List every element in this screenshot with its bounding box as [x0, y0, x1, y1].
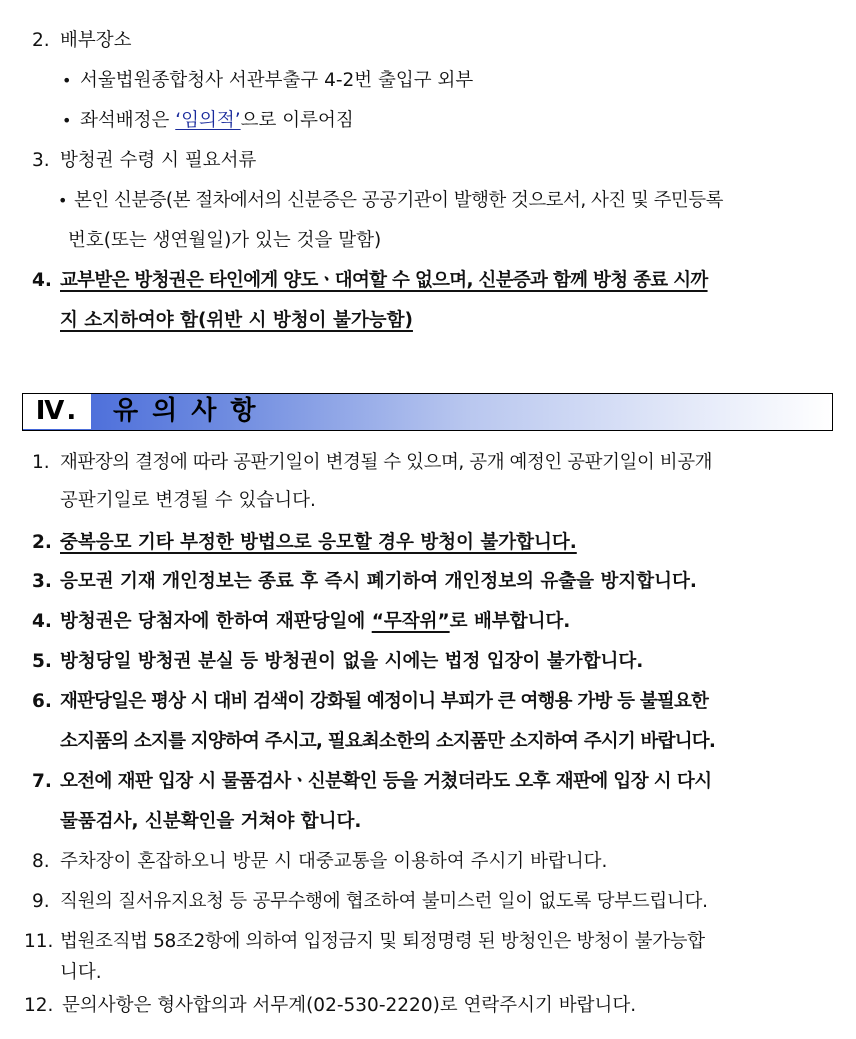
- note-text: 재판장의 결정에 따라 공판기일이 변경될 수 있으며, 공개 예정인 공판기일이 비공개: [60, 452, 713, 473]
- note-number: 1.: [32, 452, 50, 473]
- note-number: 6.: [32, 691, 52, 712]
- item-text: 지 소지하여야 함(위반 시 방청이 불가능함): [60, 310, 413, 331]
- item-number: 2.: [32, 30, 50, 51]
- text-before: 좌석배정은: [80, 110, 176, 131]
- item-number: 3.: [32, 150, 50, 171]
- note-number: 11.: [24, 931, 54, 952]
- note-number: 9.: [32, 891, 50, 912]
- item-text: 방청권 수령 시 필요서류: [60, 150, 257, 171]
- bullet-dot: •: [62, 111, 72, 130]
- note-text: 법원조직법 58조2항에 의하여 입정금지 및 퇴정명령 된 방청인은 방청이 불가능합: [60, 931, 705, 952]
- bullet-dot: •: [62, 71, 72, 90]
- note-text: 물품검사, 신분확인을 거쳐야 합니다.: [60, 811, 362, 832]
- note-text: [60, 609, 570, 635]
- note-text: 재판당일은 평상 시 대비 검색이 강화될 예정이니 부피가 큰 여행용 가방 등 불필요한: [60, 691, 709, 712]
- section-title: 유의사항: [113, 396, 270, 426]
- note-text: 중복응모 기타 부정한 방법으로 응모할 경우 방청이 불가합니다.: [60, 532, 577, 553]
- bullet-text: [80, 108, 354, 134]
- note-text: 니다.: [60, 962, 102, 983]
- text-after: 로 배부합니다.: [449, 611, 571, 632]
- bullet-text: 서울법원종합청사 서관부출구 4-2번 출입구 외부: [80, 70, 474, 91]
- note-text: 오전에 재판 입장 시 물품검사ㆍ신분확인 등을 거쳤더라도 오후 재판에 입장 시 다시: [60, 771, 712, 792]
- item-text: 교부받은 방청권은 타인에게 양도ㆍ대여할 수 없으며, 신분증과 함께 방청 종료 시까: [60, 270, 708, 291]
- note-number: 5.: [32, 651, 52, 672]
- bullet-text: 번호(또는 생연월일)가 있는 것을 말함): [68, 230, 382, 251]
- text-before: 방청권은 당첨자에 한하여 재판당일에: [60, 611, 372, 632]
- note-number: 4.: [32, 611, 52, 632]
- note-text: 직원의 질서유지요청 등 공무수행에 협조하여 불미스런 일이 없도록 당부드립니다.: [60, 891, 708, 912]
- note-text: 문의사항은 형사합의과 서무계(02-530-2220)로 연락주시기 바랍니다.: [62, 995, 637, 1016]
- highlight-text: “무작위”: [371, 611, 450, 632]
- note-text: 소지품의 소지를 지양하여 주시고, 필요최소한의 소지품만 소지하여 주시기 바랍니다.: [60, 731, 716, 752]
- note-number: 7.: [32, 771, 52, 792]
- note-text: 방청당일 방청권 분실 등 방청권이 없을 시에는 법정 입장이 불가합니다.: [60, 651, 644, 672]
- item-text: 배부장소: [60, 30, 132, 51]
- text-after: 으로 이루어짐: [240, 110, 354, 131]
- highlight-text: ‘임의적’: [175, 110, 241, 131]
- item-number: 4.: [32, 270, 52, 291]
- section-header: [22, 393, 833, 431]
- note-number: 12.: [24, 995, 54, 1016]
- note-number: 8.: [32, 851, 50, 872]
- note-number: 2.: [32, 532, 52, 553]
- note-text: 응모권 기재 개인정보는 종료 후 즉시 폐기하여 개인정보의 유출을 방지합니다.: [60, 571, 697, 592]
- section-number: Ⅳ.: [23, 394, 91, 429]
- note-text: 공판기일로 변경될 수 있습니다.: [60, 490, 316, 511]
- note-text: 주차장이 혼잡하오니 방문 시 대중교통을 이용하여 주시기 바랍니다.: [60, 851, 608, 872]
- note-number: 3.: [32, 571, 52, 592]
- bullet-text: 본인 신분증(본 절차에서의 신분증은 공공기관이 발행한 것으로서, 사진 및 주민등록: [74, 190, 723, 211]
- bullet-dot: •: [58, 191, 68, 210]
